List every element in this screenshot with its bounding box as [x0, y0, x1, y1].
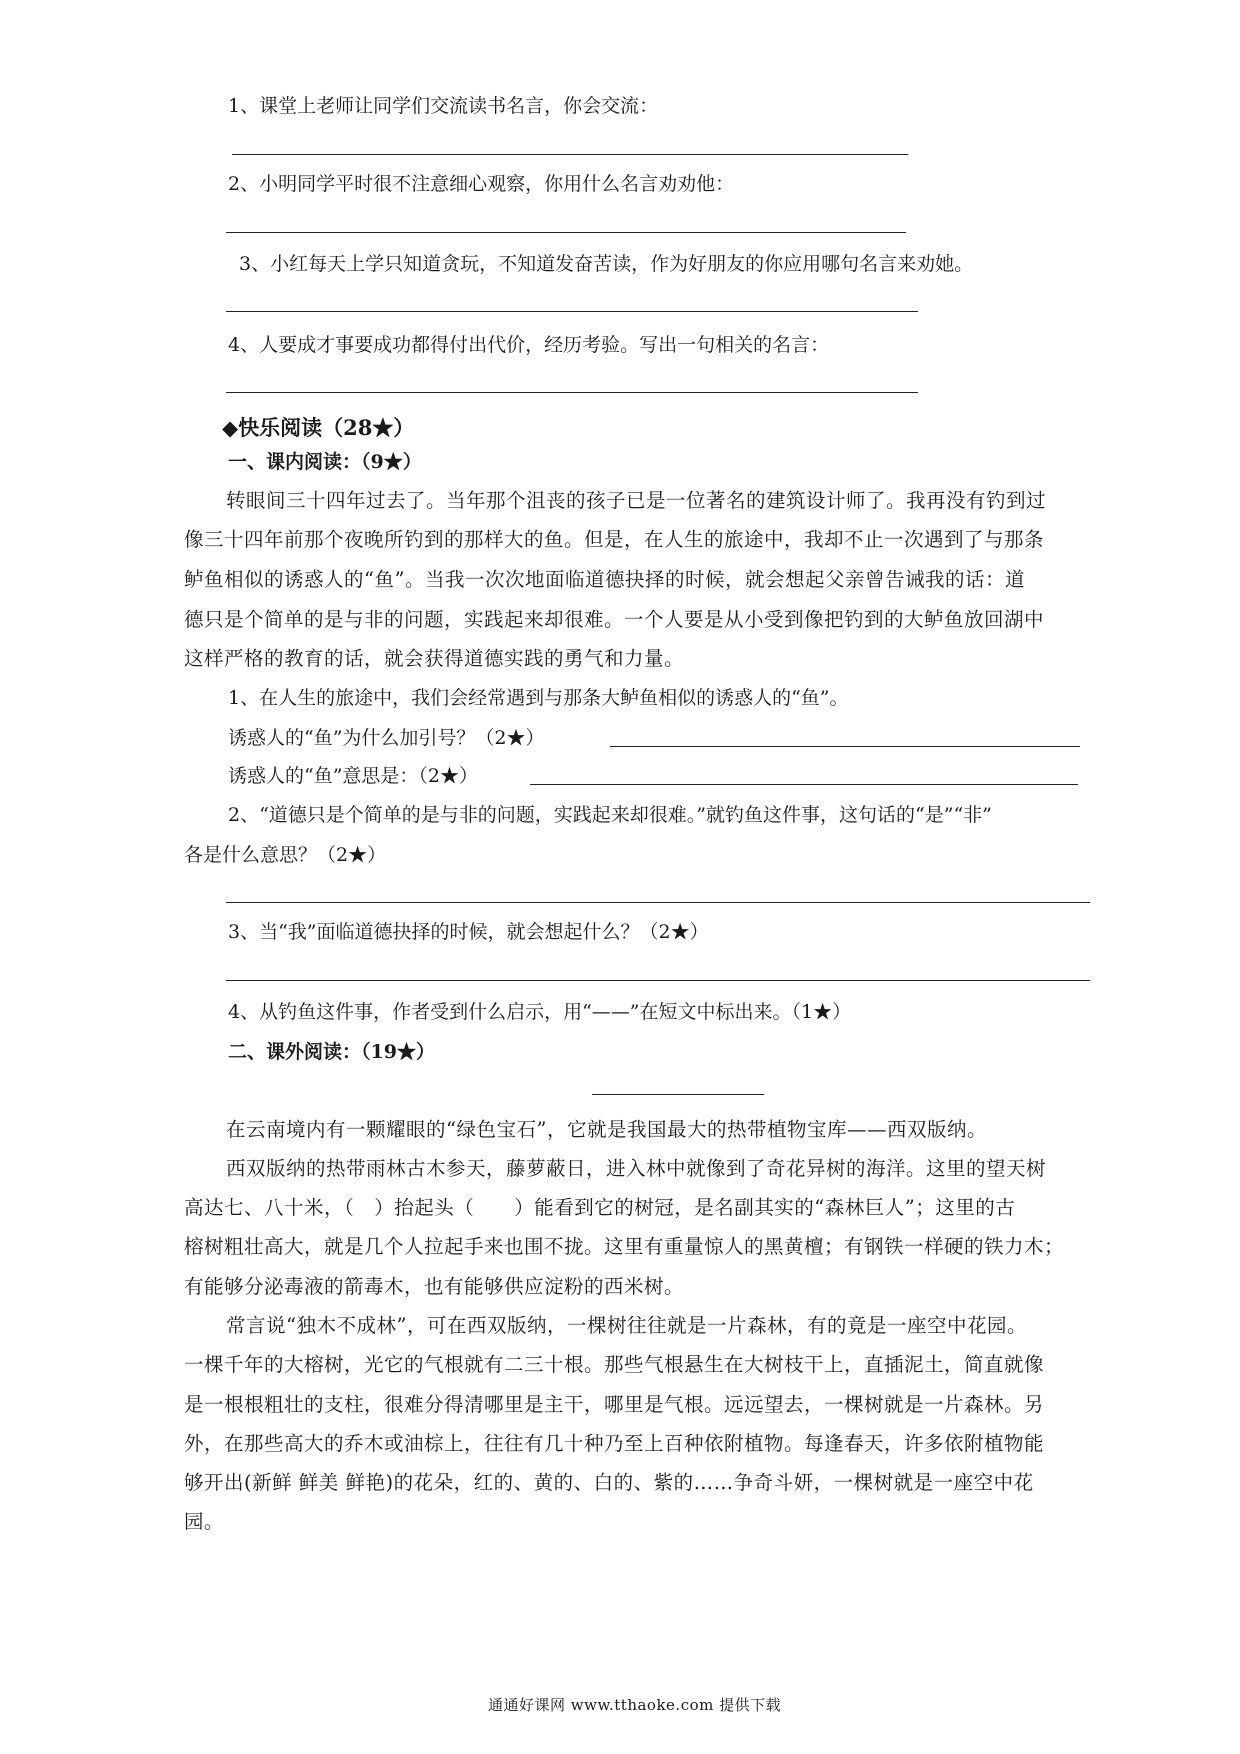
part1-question-4: 4、从钓鱼这件事，作者受到什么启示，用“——”在短文中标出来。（1★）: [228, 1001, 852, 1023]
answer-line[interactable]: [226, 980, 1090, 981]
part1-question-2: 2、“道德只是个简单的是与非的问题，实践起来却很难。”就钓鱼这件事，这句话的“是”“非”: [228, 804, 992, 826]
passage-line: 是一根根粗壮的支柱，很难分得清哪里是主干，哪里是气根。远远望去，一棵树就是一片森林。另: [184, 1393, 1045, 1416]
answer-line[interactable]: [226, 232, 906, 233]
passage-line: 德只是个简单的是与非的问题，实践起来却很难。一个人要是从小受到像把钓到的大鲈鱼放回湖中: [184, 608, 1045, 631]
quote-question-4: 4、人要成才事要成功都得付出代价，经历考验。写出一句相关的名言：: [228, 334, 830, 356]
passage-line: 榕树粗壮高大，就是几个人拉起手来也围不拢。这里有重量惊人的黑黄檀；有钢铁一样硬的铁力木；: [184, 1235, 1065, 1258]
passage-line: 鲈鱼相似的诱惑人的“鱼”。当我一次次地面临道德抉择的时候，就会想起父亲曾告诫我的话：道: [184, 568, 1025, 591]
answer-line[interactable]: [232, 154, 908, 155]
title-answer-line[interactable]: [592, 1094, 764, 1095]
passage-line: 在云南境内有一颗耀眼的“绿色宝石”，它就是我国最大的热带植物宝库——西双版纳。: [226, 1118, 987, 1141]
passage-line: 像三十四年前那个夜晚所钓到的那样大的鱼。但是，在人生的旅途中，我却不止一次遇到了与那条: [184, 528, 1045, 551]
quote-question-3: 3、小红每天上学只知道贪玩，不知道发奋苦读，作为好朋友的你应用哪句名言来劝她。: [239, 253, 974, 275]
part1-title: 一、课内阅读：（9★）: [228, 451, 422, 473]
footer-text: 通通好课网 www.tthaoke.com 提供下载: [488, 1696, 782, 1714]
passage-line: 常言说“独木不成林”，可在西双版纳，一棵树往往就是一片森林，有的竟是一座空中花园。: [226, 1314, 1027, 1337]
section-title: ◆快乐阅读（28★）: [222, 415, 415, 440]
passage-line: 有能够分泌毒液的箭毒木，也有能够供应淀粉的西米树。: [184, 1275, 685, 1298]
quote-question-2: 2、小明同学平时很不注意细心观察，你用什么名言劝劝他：: [228, 173, 735, 195]
part1-question-1: 1、在人生的旅途中，我们会经常遇到与那条大鲈鱼相似的诱惑人的“鱼”。: [228, 687, 849, 709]
passage-line: 这样严格的教育的话，就会获得道德实践的勇气和力量。: [184, 647, 685, 670]
answer-line[interactable]: [226, 392, 918, 393]
passage-line: 高达七、八十米，（ ）抬起头（ ）能看到它的树冠，是名副其实的“森林巨人”；这里的古: [184, 1196, 1016, 1219]
passage-line: 够开出(新鲜 鲜美 鲜艳)的花朵，红的、黄的、白的、紫的……争奇斗妍，一棵树就是一座空中花: [184, 1471, 1034, 1494]
part1-question-3: 3、当“我”面临道德抉择的时候，就会想起什么？（2★）: [228, 921, 709, 943]
part1-question-1a: 诱惑人的“鱼”为什么加引号？（2★）: [228, 727, 545, 749]
part1-question-1b: 诱惑人的“鱼”意思是：（2★）: [228, 765, 479, 787]
part2-title: 二、课外阅读：（19★）: [228, 1041, 435, 1063]
passage-line: 转眼间三十四年过去了。当年那个沮丧的孩子已是一位著名的建筑设计师了。我再没有钓到过: [226, 489, 1047, 512]
answer-line[interactable]: [610, 746, 1080, 747]
answer-line[interactable]: [530, 784, 1078, 785]
answer-line[interactable]: [226, 902, 1090, 903]
part1-question-2-cont: 各是什么意思？（2★）: [184, 844, 387, 866]
passage-line: 外，在那些高大的乔木或油棕上，往往有几十种乃至上百种依附植物。每逢春天，许多依附植物能: [184, 1432, 1045, 1455]
answer-line[interactable]: [226, 311, 918, 312]
passage-line: 西双版纳的热带雨林古木参天，藤萝蔽日，进入林中就像到了奇花异树的海洋。这里的望天树: [226, 1157, 1047, 1180]
quote-question-1: 1、课堂上老师让同学们交流读书名言，你会交流：: [228, 95, 659, 117]
passage-line: 园。: [184, 1510, 225, 1533]
passage-line: 一棵千年的大榕树，光它的气根就有二三十根。那些气根悬生在大树枝干上，直插泥土，简直就像: [184, 1353, 1045, 1376]
